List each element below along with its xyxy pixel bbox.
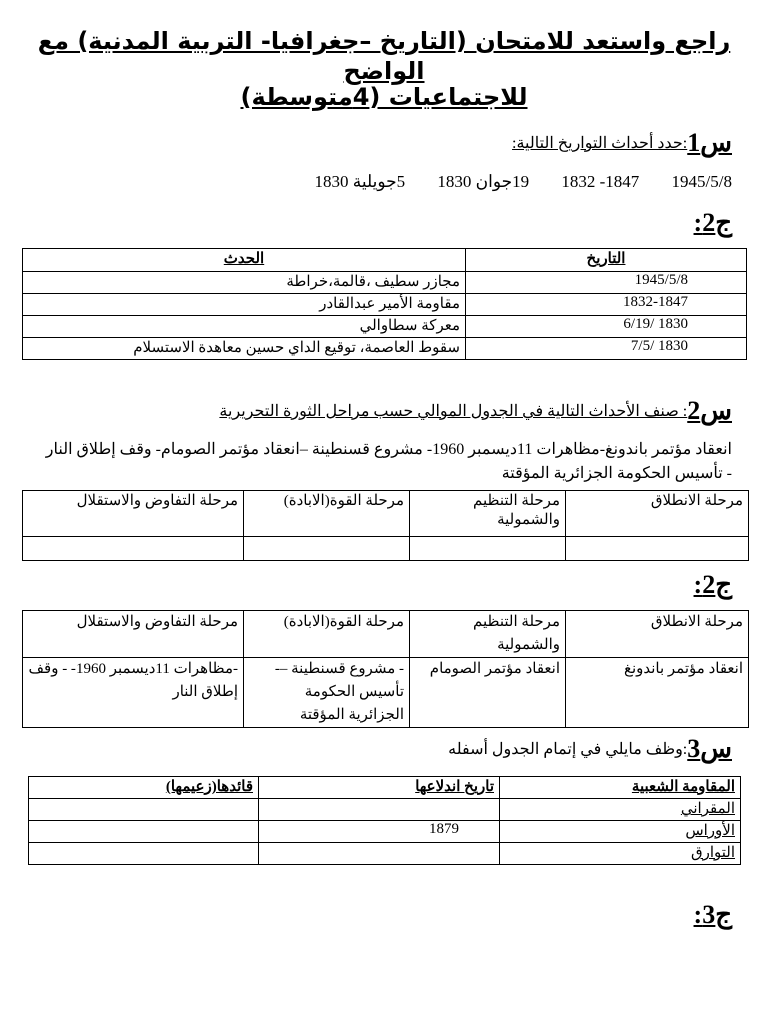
date-item: 1832 -1847 <box>561 172 640 191</box>
header-phase-negotiation: مرحلة التفاوض والاستقلال <box>23 611 244 658</box>
empty-cell <box>566 537 749 561</box>
empty-cell <box>23 537 244 561</box>
cell-event: معركة سطاوالي <box>23 316 466 338</box>
header-phase-negotiation: مرحلة التفاوض والاستقلال <box>23 491 244 537</box>
table-row <box>23 272 747 294</box>
cell-start-date <box>259 799 500 821</box>
table-row <box>23 658 749 728</box>
table-header-row <box>23 611 749 658</box>
cell-phase-organization: انعقاد مؤتمر الصومام <box>410 658 566 728</box>
date-item: 19جوان 1830 <box>437 172 530 191</box>
answer-2-label: ج2: <box>693 570 732 599</box>
answer-2-table <box>22 610 749 728</box>
cell-leader <box>29 799 259 821</box>
cell-start-date: 1879 <box>259 821 500 843</box>
header-phase-organization: مرحلة التنظيم والشمولية <box>410 611 566 658</box>
question-2-paragraph: انعقاد مؤتمر باندونغ-مظاهرات 11ديسمبر 1960- مشروع قسنطينة –انعقاد مؤتمر الصومام- وقف إطلاق النار - تأسيس الحكومة الجزائرية المؤقتة <box>45 441 732 482</box>
question-2 <box>20 396 732 425</box>
answer-1-table <box>22 248 747 360</box>
question-1-label: س1 <box>687 128 732 157</box>
page-title-line-2: للاجتماعيات (4متوسطة) <box>240 83 528 111</box>
header-start-date: تاريخ اندلاعها <box>259 777 500 799</box>
table-row <box>29 821 741 843</box>
cell-phase-strength: - مشروع قسنطينة –- تأسيس الحكومة الجزائرية المؤقتة <box>244 658 410 728</box>
header-phase-organization: مرحلة التنظيم والشمولية <box>410 491 566 537</box>
cell-date: 1830 /6/19 <box>466 316 747 338</box>
cell-resistance: الأوراس <box>500 821 741 843</box>
question-1-dates <box>20 172 732 192</box>
date-item: 1945/5/8 <box>671 172 732 191</box>
cell-date: 1830 /7/5 <box>466 338 747 360</box>
header-leader: قائدها(زعيمها) <box>29 777 259 799</box>
cell-phase-launch: انعقاد مؤتمر باندونغ <box>566 658 749 728</box>
answer-3-label: ج3: <box>693 900 732 929</box>
cell-event: سقوط العاصمة، توقيع الداي حسين معاهدة الاستسلام <box>23 338 466 360</box>
header-phase-strength: مرحلة القوة(الابادة) <box>244 611 410 658</box>
question-2-table <box>22 490 749 561</box>
question-1 <box>20 128 732 157</box>
header-event: الحدث <box>23 249 466 272</box>
cell-event: مقاومة الأمير عبدالقادر <box>23 294 466 316</box>
header-resistance: المقاومة الشعبية <box>500 777 741 799</box>
empty-cell <box>244 537 410 561</box>
question-1-text: :حدد أحداث التواريخ التالية: <box>512 135 688 152</box>
empty-cell <box>410 537 566 561</box>
cell-date: 1945/5/8 <box>466 272 747 294</box>
cell-phase-negotiation: -مظاهرات 11ديسمبر 1960- - وقف إطلاق النار <box>23 658 244 728</box>
question-2-text: : صنف الأحداث التالية في الجدول الموالي حسب مراحل الثورة التحريرية <box>219 403 688 420</box>
cell-event: مجازر سطيف ،قالمة،خراطة <box>23 272 466 294</box>
table-header-row <box>23 249 747 272</box>
date-item: 5جويلية 1830 <box>314 172 406 191</box>
page-title-line-1: راجع واستعد للامتحان (التاريخ –جغرافيا- التربية المدنية) مع الواضح <box>37 27 731 85</box>
cell-resistance: المقراني <box>500 799 741 821</box>
table-row <box>23 316 747 338</box>
table-row <box>23 294 747 316</box>
cell-resistance: التوارق <box>500 843 741 865</box>
cell-leader <box>29 843 259 865</box>
header-phase-launch: مرحلة الانطلاق <box>566 491 749 537</box>
table-row <box>29 843 741 865</box>
cell-start-date <box>259 843 500 865</box>
header-phase-launch: مرحلة الانطلاق <box>566 611 749 658</box>
answer-1-label: ج2: <box>693 208 732 237</box>
table-row <box>23 338 747 360</box>
cell-date: 1832-1847 <box>466 294 747 316</box>
table-row <box>23 537 749 561</box>
header-date: التاريخ <box>466 249 747 272</box>
question-3-text: :وظف مايلي في إتمام الجدول أسفله <box>448 741 688 758</box>
question-3 <box>20 734 732 763</box>
table-header-row <box>23 491 749 537</box>
question-3-table <box>28 776 741 865</box>
cell-leader <box>29 821 259 843</box>
table-header-row <box>29 777 741 799</box>
question-3-label: س3 <box>687 734 732 763</box>
header-phase-strength: مرحلة القوة(الابادة) <box>244 491 410 537</box>
table-row <box>29 799 741 821</box>
question-2-label: س2 <box>687 396 732 425</box>
